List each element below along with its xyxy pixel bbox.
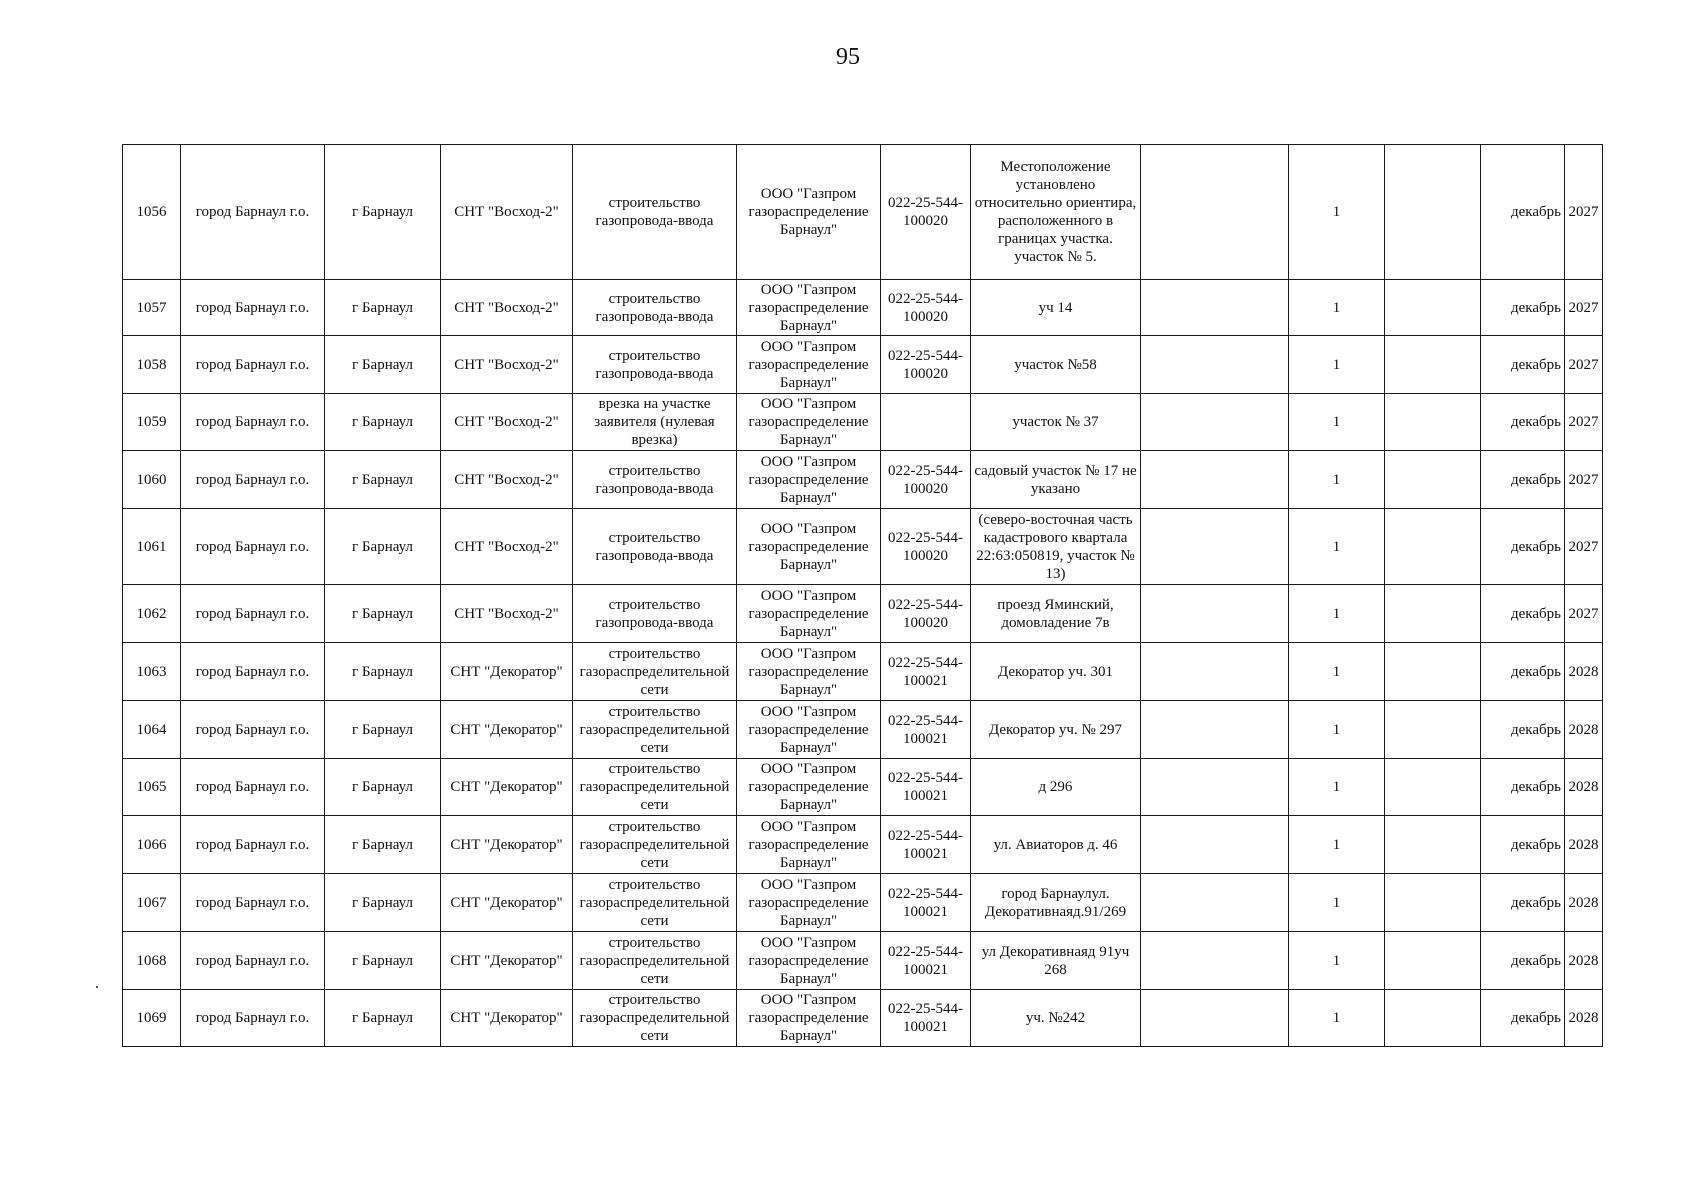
work-type-cell: строительство газораспределительной сети xyxy=(573,643,737,701)
organization-cell: ООО "Газпром газораспределение Барнаул" xyxy=(737,451,881,509)
organization-cell: ООО "Газпром газораспределение Барнаул" xyxy=(737,336,881,394)
count-cell: 1 xyxy=(1289,701,1385,759)
snt-cell: СНТ "Декоратор" xyxy=(441,990,573,1047)
row-number-cell: 1064 xyxy=(123,701,181,759)
snt-cell: СНТ "Восход-2" xyxy=(441,145,573,280)
count-cell: 1 xyxy=(1289,932,1385,990)
year-cell: 2027 xyxy=(1565,585,1603,643)
application-code-cell: 022-25-544-100020 xyxy=(881,585,971,643)
application-code-cell: 022-25-544-100020 xyxy=(881,280,971,336)
application-code-cell: 022-25-544-100021 xyxy=(881,816,971,874)
empty-cell xyxy=(1141,585,1289,643)
district-cell: город Барнаул г.о. xyxy=(181,701,325,759)
empty-cell xyxy=(1141,816,1289,874)
year-cell: 2028 xyxy=(1565,643,1603,701)
month-cell: декабрь xyxy=(1481,701,1565,759)
application-code-cell: 022-25-544-100021 xyxy=(881,990,971,1047)
work-type-cell: строительство газопровода-ввода xyxy=(573,280,737,336)
table-row xyxy=(123,451,1603,509)
snt-cell: СНТ "Декоратор" xyxy=(441,759,573,816)
month-cell: декабрь xyxy=(1481,874,1565,932)
city-cell: г Барнаул xyxy=(325,394,441,451)
month-cell: декабрь xyxy=(1481,816,1565,874)
row-number-cell: 1057 xyxy=(123,280,181,336)
location-cell: проезд Яминский, домовладение 7в xyxy=(971,585,1141,643)
application-code-cell: 022-25-544-100020 xyxy=(881,145,971,280)
organization-cell: ООО "Газпром газораспределение Барнаул" xyxy=(737,759,881,816)
empty-cell xyxy=(1141,336,1289,394)
organization-cell: ООО "Газпром газораспределение Барнаул" xyxy=(737,816,881,874)
empty-cell xyxy=(1385,643,1481,701)
city-cell: г Барнаул xyxy=(325,585,441,643)
location-cell: Декоратор уч. 301 xyxy=(971,643,1141,701)
city-cell: г Барнаул xyxy=(325,816,441,874)
empty-cell xyxy=(1141,759,1289,816)
work-type-cell: врезка на участке заявителя (нулевая врезка) xyxy=(573,394,737,451)
district-cell: город Барнаул г.о. xyxy=(181,874,325,932)
snt-cell: СНТ "Восход-2" xyxy=(441,280,573,336)
table-row xyxy=(123,336,1603,394)
month-cell: декабрь xyxy=(1481,643,1565,701)
empty-cell xyxy=(1385,451,1481,509)
work-type-cell: строительство газопровода-ввода xyxy=(573,145,737,280)
table-row xyxy=(123,759,1603,816)
organization-cell: ООО "Газпром газораспределение Барнаул" xyxy=(737,932,881,990)
row-number-cell: 1066 xyxy=(123,816,181,874)
district-cell: город Барнаул г.о. xyxy=(181,643,325,701)
count-cell: 1 xyxy=(1289,643,1385,701)
organization-cell: ООО "Газпром газораспределение Барнаул" xyxy=(737,280,881,336)
empty-cell xyxy=(1141,394,1289,451)
district-cell: город Барнаул г.о. xyxy=(181,280,325,336)
snt-cell: СНТ "Восход-2" xyxy=(441,394,573,451)
year-cell: 2028 xyxy=(1565,874,1603,932)
month-cell: декабрь xyxy=(1481,280,1565,336)
table-row xyxy=(123,145,1603,280)
row-number-cell: 1061 xyxy=(123,509,181,585)
work-type-cell: строительство газораспределительной сети xyxy=(573,816,737,874)
count-cell: 1 xyxy=(1289,280,1385,336)
application-code-cell xyxy=(881,394,971,451)
row-number-cell: 1058 xyxy=(123,336,181,394)
city-cell: г Барнаул xyxy=(325,990,441,1047)
work-type-cell: строительство газопровода-ввода xyxy=(573,336,737,394)
application-code-cell: 022-25-544-100020 xyxy=(881,336,971,394)
year-cell: 2028 xyxy=(1565,759,1603,816)
row-number-cell: 1068 xyxy=(123,932,181,990)
district-cell: город Барнаул г.о. xyxy=(181,990,325,1047)
application-code-cell: 022-25-544-100021 xyxy=(881,643,971,701)
table-row xyxy=(123,932,1603,990)
row-number-cell: 1060 xyxy=(123,451,181,509)
year-cell: 2027 xyxy=(1565,394,1603,451)
month-cell: декабрь xyxy=(1481,145,1565,280)
month-cell: декабрь xyxy=(1481,394,1565,451)
snt-cell: СНТ "Декоратор" xyxy=(441,816,573,874)
empty-cell xyxy=(1141,990,1289,1047)
empty-cell xyxy=(1385,336,1481,394)
location-cell: Местоположение установлено относительно ориентира, расположенного в границах участка. участок № 5. xyxy=(971,145,1141,280)
location-cell: ул Декоративнаяд 91уч 268 xyxy=(971,932,1141,990)
work-type-cell: строительство газопровода-ввода xyxy=(573,509,737,585)
empty-cell xyxy=(1141,643,1289,701)
organization-cell: ООО "Газпром газораспределение Барнаул" xyxy=(737,643,881,701)
work-type-cell: строительство газораспределительной сети xyxy=(573,701,737,759)
city-cell: г Барнаул xyxy=(325,336,441,394)
empty-cell xyxy=(1385,280,1481,336)
snt-cell: СНТ "Декоратор" xyxy=(441,874,573,932)
scan-artifact-dot xyxy=(96,986,98,988)
count-cell: 1 xyxy=(1289,145,1385,280)
application-code-cell: 022-25-544-100021 xyxy=(881,759,971,816)
empty-cell xyxy=(1385,990,1481,1047)
district-cell: город Барнаул г.о. xyxy=(181,585,325,643)
application-code-cell: 022-25-544-100021 xyxy=(881,932,971,990)
empty-cell xyxy=(1385,701,1481,759)
district-cell: город Барнаул г.о. xyxy=(181,509,325,585)
count-cell: 1 xyxy=(1289,759,1385,816)
row-number-cell: 1065 xyxy=(123,759,181,816)
year-cell: 2027 xyxy=(1565,145,1603,280)
table-row xyxy=(123,585,1603,643)
year-cell: 2028 xyxy=(1565,701,1603,759)
city-cell: г Барнаул xyxy=(325,451,441,509)
empty-cell xyxy=(1385,816,1481,874)
organization-cell: ООО "Газпром газораспределение Барнаул" xyxy=(737,145,881,280)
empty-cell xyxy=(1141,280,1289,336)
organization-cell: ООО "Газпром газораспределение Барнаул" xyxy=(737,585,881,643)
district-cell: город Барнаул г.о. xyxy=(181,932,325,990)
month-cell: декабрь xyxy=(1481,509,1565,585)
district-cell: город Барнаул г.о. xyxy=(181,816,325,874)
location-cell: участок №58 xyxy=(971,336,1141,394)
month-cell: декабрь xyxy=(1481,759,1565,816)
location-cell: город Барнаулул. Декоративнаяд.91/269 xyxy=(971,874,1141,932)
empty-cell xyxy=(1385,874,1481,932)
registry-table xyxy=(122,144,1603,1047)
row-number-cell: 1056 xyxy=(123,145,181,280)
table-row xyxy=(123,816,1603,874)
snt-cell: СНТ "Декоратор" xyxy=(441,932,573,990)
district-cell: город Барнаул г.о. xyxy=(181,759,325,816)
work-type-cell: строительство газораспределительной сети xyxy=(573,932,737,990)
month-cell: декабрь xyxy=(1481,932,1565,990)
location-cell: Декоратор уч. № 297 xyxy=(971,701,1141,759)
empty-cell xyxy=(1141,874,1289,932)
table-row xyxy=(123,280,1603,336)
city-cell: г Барнаул xyxy=(325,759,441,816)
organization-cell: ООО "Газпром газораспределение Барнаул" xyxy=(737,874,881,932)
city-cell: г Барнаул xyxy=(325,643,441,701)
location-cell: участок № 37 xyxy=(971,394,1141,451)
page-number: 95 xyxy=(836,44,860,70)
count-cell: 1 xyxy=(1289,816,1385,874)
count-cell: 1 xyxy=(1289,874,1385,932)
table-row xyxy=(123,874,1603,932)
count-cell: 1 xyxy=(1289,585,1385,643)
snt-cell: СНТ "Декоратор" xyxy=(441,643,573,701)
row-number-cell: 1062 xyxy=(123,585,181,643)
city-cell: г Барнаул xyxy=(325,509,441,585)
city-cell: г Барнаул xyxy=(325,701,441,759)
row-number-cell: 1059 xyxy=(123,394,181,451)
city-cell: г Барнаул xyxy=(325,874,441,932)
table-row xyxy=(123,643,1603,701)
empty-cell xyxy=(1141,701,1289,759)
district-cell: город Барнаул г.о. xyxy=(181,145,325,280)
work-type-cell: строительство газопровода-ввода xyxy=(573,585,737,643)
snt-cell: СНТ "Декоратор" xyxy=(441,701,573,759)
organization-cell: ООО "Газпром газораспределение Барнаул" xyxy=(737,509,881,585)
table-row xyxy=(123,509,1603,585)
snt-cell: СНТ "Восход-2" xyxy=(441,451,573,509)
empty-cell xyxy=(1141,451,1289,509)
month-cell: декабрь xyxy=(1481,585,1565,643)
empty-cell xyxy=(1141,509,1289,585)
empty-cell xyxy=(1385,509,1481,585)
district-cell: город Барнаул г.о. xyxy=(181,336,325,394)
table-row xyxy=(123,701,1603,759)
organization-cell: ООО "Газпром газораспределение Барнаул" xyxy=(737,394,881,451)
empty-cell xyxy=(1385,585,1481,643)
row-number-cell: 1069 xyxy=(123,990,181,1047)
city-cell: г Барнаул xyxy=(325,280,441,336)
year-cell: 2028 xyxy=(1565,816,1603,874)
application-code-cell: 022-25-544-100021 xyxy=(881,874,971,932)
location-cell: (северо-восточная часть кадастрового квартала 22:63:050819, участок № 13) xyxy=(971,509,1141,585)
district-cell: город Барнаул г.о. xyxy=(181,451,325,509)
city-cell: г Барнаул xyxy=(325,145,441,280)
empty-cell xyxy=(1141,932,1289,990)
organization-cell: ООО "Газпром газораспределение Барнаул" xyxy=(737,990,881,1047)
table-row xyxy=(123,394,1603,451)
work-type-cell: строительство газораспределительной сети xyxy=(573,990,737,1047)
month-cell: декабрь xyxy=(1481,990,1565,1047)
empty-cell xyxy=(1385,759,1481,816)
location-cell: д 296 xyxy=(971,759,1141,816)
year-cell: 2028 xyxy=(1565,932,1603,990)
work-type-cell: строительство газораспределительной сети xyxy=(573,759,737,816)
application-code-cell: 022-25-544-100021 xyxy=(881,701,971,759)
location-cell: ул. Авиаторов д. 46 xyxy=(971,816,1141,874)
district-cell: город Барнаул г.о. xyxy=(181,394,325,451)
empty-cell xyxy=(1385,932,1481,990)
organization-cell: ООО "Газпром газораспределение Барнаул" xyxy=(737,701,881,759)
location-cell: уч 14 xyxy=(971,280,1141,336)
year-cell: 2027 xyxy=(1565,280,1603,336)
month-cell: декабрь xyxy=(1481,336,1565,394)
count-cell: 1 xyxy=(1289,990,1385,1047)
city-cell: г Барнаул xyxy=(325,932,441,990)
work-type-cell: строительство газораспределительной сети xyxy=(573,874,737,932)
year-cell: 2027 xyxy=(1565,336,1603,394)
table-row xyxy=(123,990,1603,1047)
empty-cell xyxy=(1385,394,1481,451)
count-cell: 1 xyxy=(1289,394,1385,451)
snt-cell: СНТ "Восход-2" xyxy=(441,585,573,643)
location-cell: уч. №242 xyxy=(971,990,1141,1047)
registry-table-body xyxy=(123,145,1603,1047)
location-cell: садовый участок № 17 не указано xyxy=(971,451,1141,509)
application-code-cell: 022-25-544-100020 xyxy=(881,451,971,509)
snt-cell: СНТ "Восход-2" xyxy=(441,509,573,585)
work-type-cell: строительство газопровода-ввода xyxy=(573,451,737,509)
year-cell: 2028 xyxy=(1565,990,1603,1047)
count-cell: 1 xyxy=(1289,509,1385,585)
row-number-cell: 1067 xyxy=(123,874,181,932)
count-cell: 1 xyxy=(1289,336,1385,394)
empty-cell xyxy=(1141,145,1289,280)
year-cell: 2027 xyxy=(1565,509,1603,585)
row-number-cell: 1063 xyxy=(123,643,181,701)
application-code-cell: 022-25-544-100020 xyxy=(881,509,971,585)
month-cell: декабрь xyxy=(1481,451,1565,509)
empty-cell xyxy=(1385,145,1481,280)
year-cell: 2027 xyxy=(1565,451,1603,509)
snt-cell: СНТ "Восход-2" xyxy=(441,336,573,394)
count-cell: 1 xyxy=(1289,451,1385,509)
